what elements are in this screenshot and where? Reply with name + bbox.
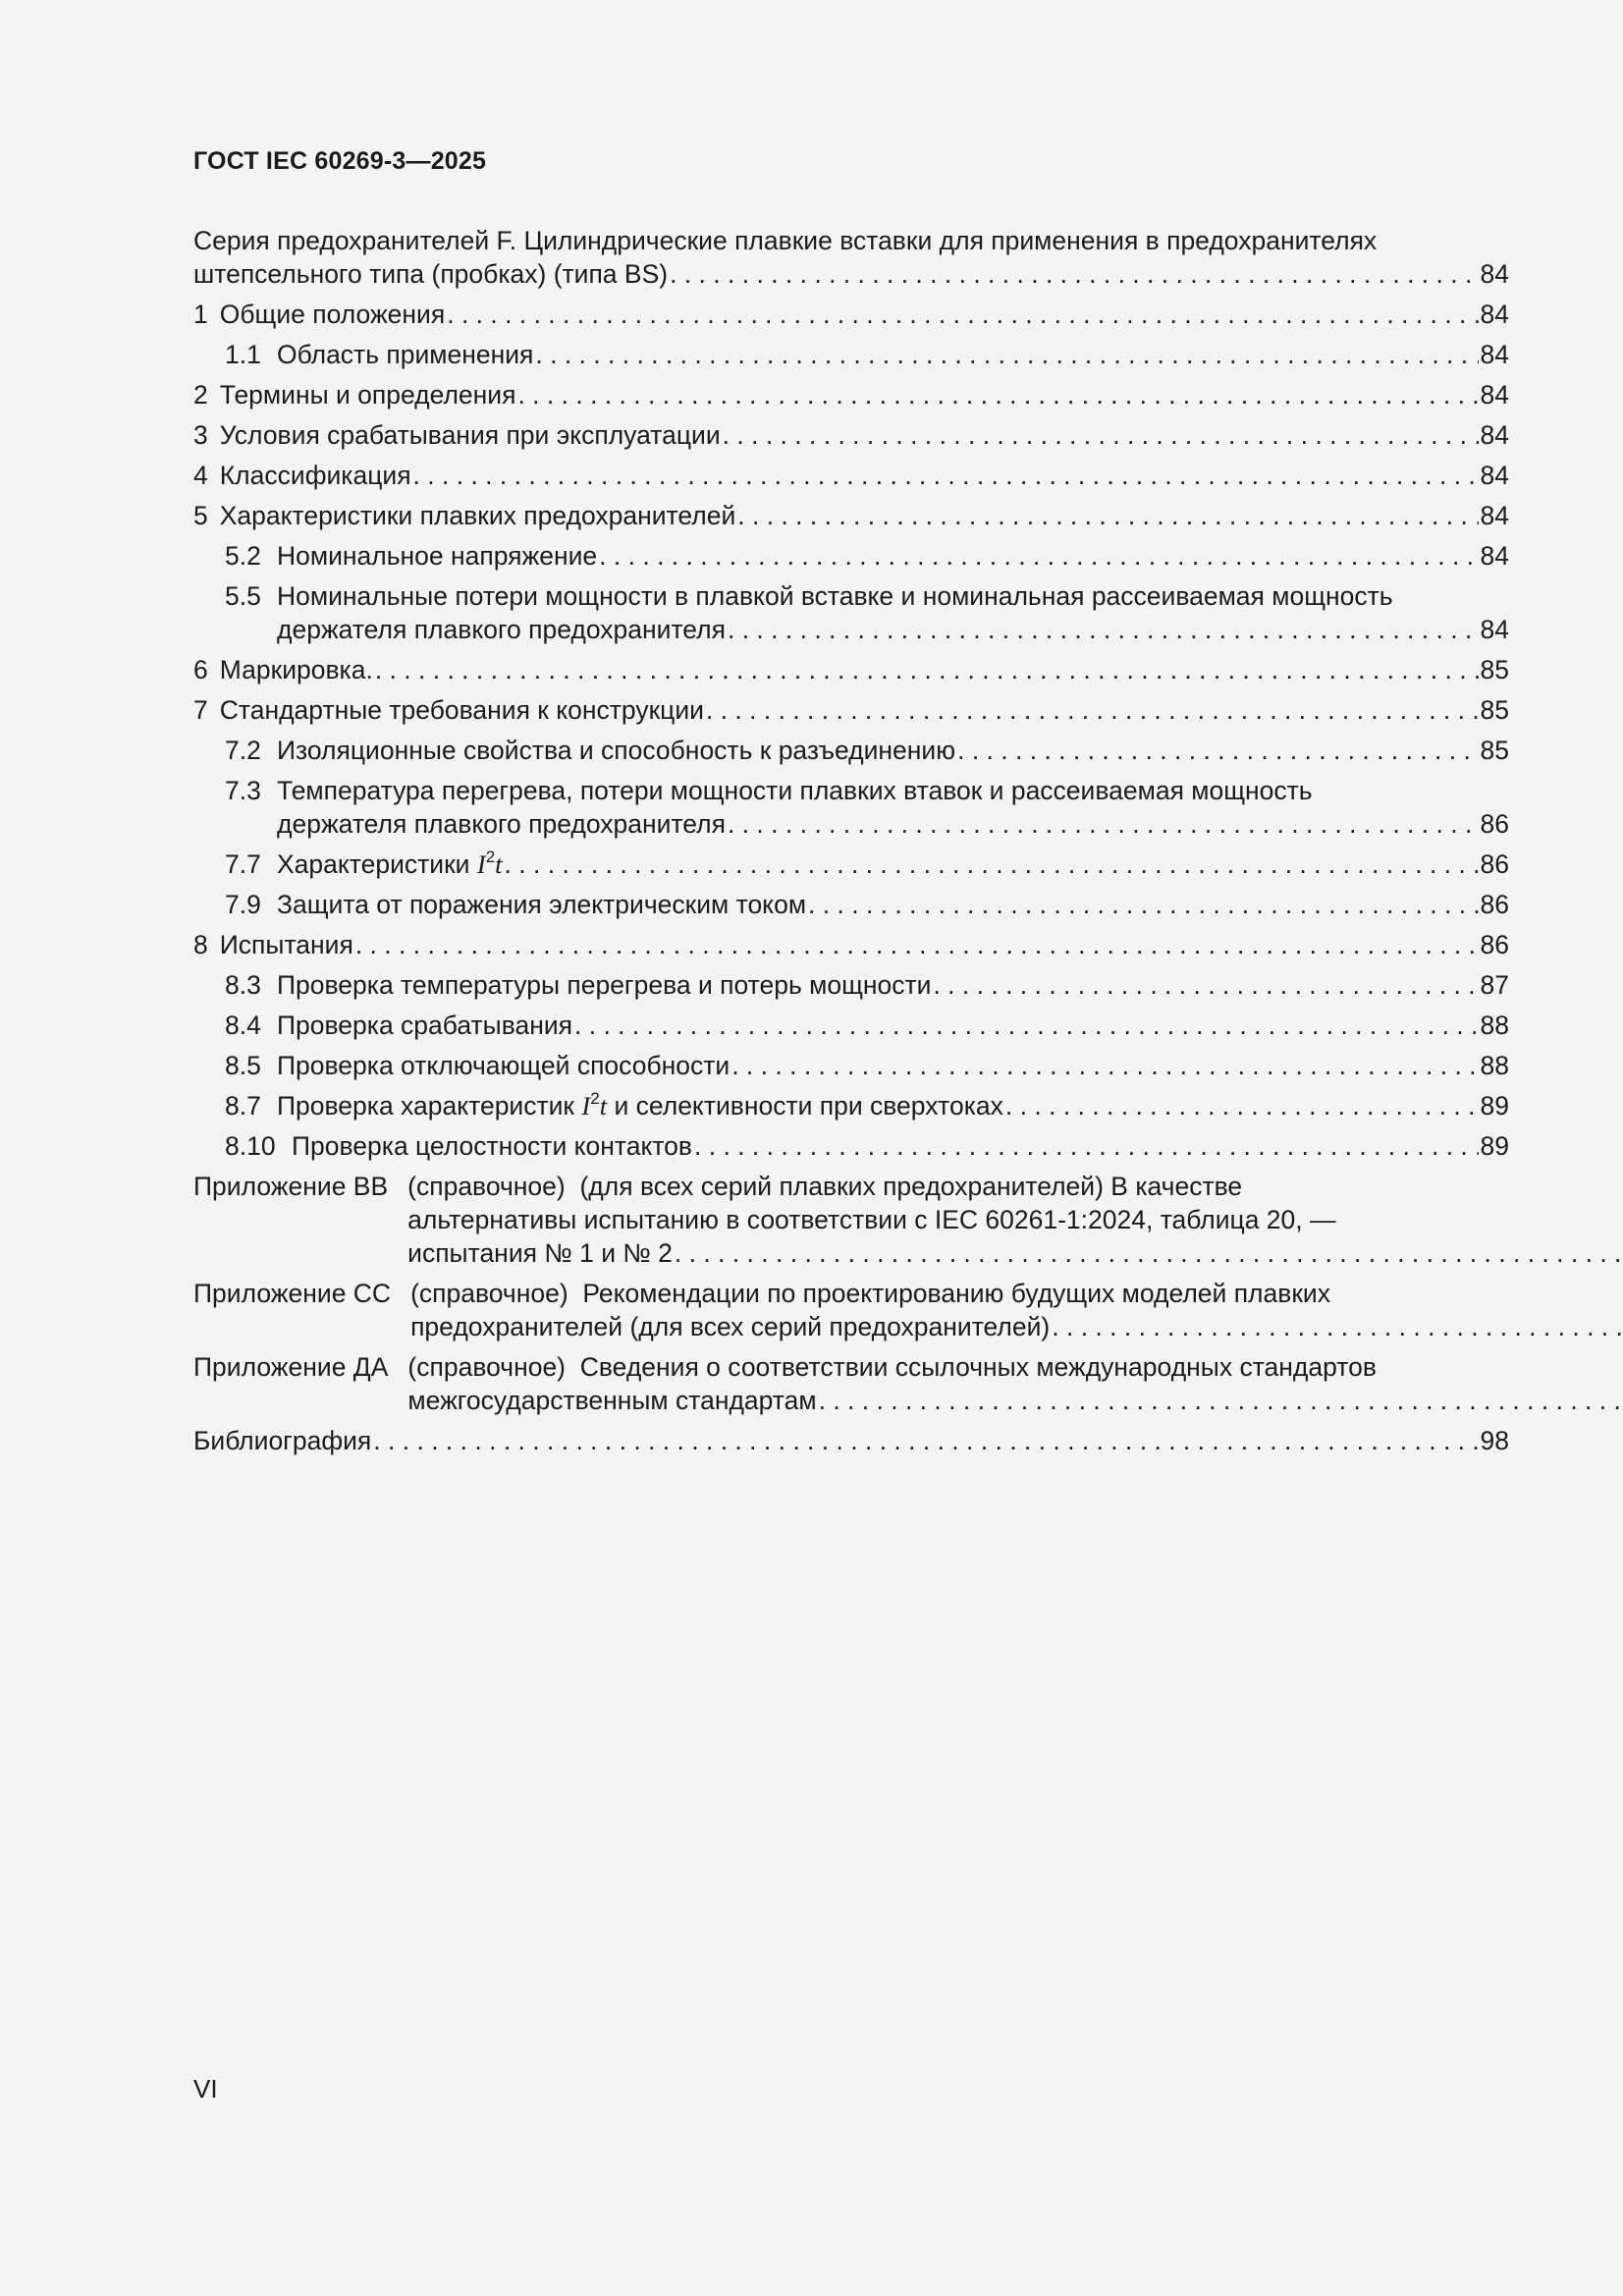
dot-leader (1052, 1310, 1623, 1343)
toc-number: 5.5 (225, 581, 261, 611)
toc-entry-title: Номинальное напряжение (277, 541, 598, 571)
toc-entry-title: Проверка характеристик (277, 1091, 575, 1121)
toc-page-number: 98 (1480, 1426, 1509, 1455)
toc-page-number: 84 (1480, 340, 1509, 369)
toc-page-number: 84 (1480, 461, 1509, 490)
toc-entry-title-cont: держателя плавкого предохранителя (277, 809, 726, 839)
dot-leader (1005, 1089, 1479, 1122)
toc-page-number: 84 (1480, 541, 1509, 571)
toc-number: 1 (193, 300, 208, 329)
document-header: ГОСТ IEC 60269-3—2025 (193, 147, 487, 175)
toc-entry-8-10[interactable] (193, 1129, 1509, 1163)
toc-entry-title: Защита от поражения электрическим током (277, 890, 807, 919)
dot-leader (599, 539, 1478, 573)
toc-entry-7-3[interactable] (193, 774, 1509, 841)
toc-number: 5.2 (225, 541, 261, 571)
toc-entry-8[interactable] (193, 928, 1509, 961)
toc-number: 7 (193, 695, 208, 725)
toc-page-number: 84 (1480, 259, 1509, 289)
appendix-tag: (справочное) (407, 1352, 567, 1382)
toc-entry-title: Условия срабатывания при эксплуатации (219, 420, 721, 450)
appendix-title-cont: альтернативы испытанию в соответствии с IEC 60261-1:2024, таблица 20, — (407, 1205, 1336, 1234)
formula-i-symbol: I (476, 849, 486, 879)
formula-t-symbol: t (599, 1091, 608, 1121)
toc-page-number: 85 (1480, 695, 1509, 725)
dot-leader (737, 499, 1478, 532)
toc-entry-title: Проверка отключающей способности (277, 1051, 730, 1080)
toc-number: 4 (193, 461, 208, 490)
dot-leader (723, 418, 1479, 452)
dot-leader (728, 613, 1479, 646)
toc-entry-title: Термины и определения (219, 380, 516, 410)
toc-number: 8.5 (225, 1051, 261, 1080)
toc-entry-title: Библиография (193, 1426, 372, 1455)
dot-leader (670, 257, 1478, 291)
toc-entry-8-4[interactable] (193, 1009, 1509, 1042)
toc-page-number: 89 (1480, 1131, 1509, 1161)
toc-entry-title: Маркировка. (219, 655, 373, 684)
toc-appendix-da[interactable] (193, 1350, 1509, 1417)
appendix-title: Сведения о соответствии ссылочных международных стандартов (579, 1352, 1377, 1382)
toc-page-number: 84 (1480, 501, 1509, 530)
toc-entry-7-7[interactable] (193, 847, 1509, 881)
toc-appendix-cc[interactable] (193, 1277, 1509, 1343)
formula-superscript: 2 (590, 1089, 600, 1108)
toc-number: 7.2 (225, 736, 261, 765)
dot-leader (706, 693, 1479, 727)
appendix-title-cont: межгосударственным стандартам (407, 1386, 817, 1415)
toc-entry-5-5[interactable] (193, 579, 1509, 646)
toc-page-number: 85 (1480, 736, 1509, 765)
dot-leader (517, 378, 1478, 411)
toc-entry-7-2[interactable] (193, 734, 1509, 767)
appendix-title-cont: испытания № 1 и № 2 (407, 1238, 673, 1268)
toc-entry-title: Серия предохранителей F. Цилиндрические плавкие вставки для применения в предохранителях (193, 226, 1378, 255)
dot-leader (505, 847, 1479, 881)
dot-leader (535, 338, 1478, 371)
toc-number: 7.7 (225, 849, 261, 879)
toc-entry-8-3[interactable] (193, 968, 1509, 1002)
toc-number: 8.10 (225, 1131, 276, 1161)
toc-page-number: 88 (1480, 1051, 1509, 1080)
toc-entry-title: Общие положения (219, 300, 446, 329)
toc-entry-title: Номинальные потери мощности в плавкой вставке и номинальная рассеиваемая мощность (277, 581, 1393, 611)
toc-bibliography[interactable] (193, 1424, 1509, 1457)
toc-number: 8 (193, 930, 208, 959)
toc-page-number: 87 (1480, 970, 1509, 1000)
toc-entry-8-7[interactable] (193, 1089, 1509, 1122)
toc-number: 3 (193, 420, 208, 450)
appendix-title-cont: предохранителей (для всех серий предохранителей) (410, 1312, 1051, 1341)
toc-entry-title: Проверка целостности контактов (292, 1131, 692, 1161)
dot-leader (731, 1049, 1478, 1082)
dot-leader (957, 734, 1478, 767)
toc-entry-title-cont: держателя плавкого предохранителя (277, 615, 726, 644)
toc-entry-title: Стандартные требования к конструкции (219, 695, 704, 725)
toc-number: 8.3 (225, 970, 261, 1000)
toc-entry-title-tail: и селективности при сверхтоках (614, 1091, 1003, 1121)
toc-page-number: 89 (1480, 1091, 1509, 1121)
toc-appendix-bb[interactable] (193, 1170, 1509, 1270)
toc-entry-title: Проверка температуры перегрева и потерь мощности (277, 970, 932, 1000)
formula-i-symbol: I (581, 1091, 591, 1121)
toc-entry-6[interactable] (193, 653, 1509, 686)
toc-entry-title: Характеристики плавких предохранителей (219, 501, 736, 530)
toc-number: 2 (193, 380, 208, 410)
toc-page-number: 85 (1480, 655, 1509, 684)
toc-page-number: 84 (1480, 300, 1509, 329)
toc-page-number: 84 (1480, 420, 1509, 450)
toc-number: 6 (193, 655, 208, 684)
dot-leader (933, 968, 1478, 1002)
toc-entry-title: Характеристики (277, 849, 470, 879)
appendix-label: Приложение ДА (193, 1352, 389, 1382)
toc-entry-1-1[interactable] (193, 338, 1509, 371)
toc-entry-5[interactable] (193, 499, 1509, 532)
toc-entry-title: Классификация (219, 461, 411, 490)
appendix-label: Приложение СС (193, 1279, 392, 1308)
dot-leader (675, 1236, 1623, 1270)
toc-entry-title: Изоляционные свойства и способность к разъединению (277, 736, 956, 765)
formula-t-symbol: t (495, 849, 503, 879)
toc-entry-3[interactable] (193, 418, 1509, 452)
toc-entry-4[interactable] (193, 459, 1509, 492)
formula-superscript: 2 (485, 847, 496, 866)
toc-number: 8.7 (225, 1091, 261, 1121)
dot-leader (694, 1129, 1479, 1163)
toc-entry-7-9[interactable] (193, 888, 1509, 921)
page-number-footer: VI (193, 2074, 218, 2104)
toc-page-number: 86 (1480, 930, 1509, 959)
dot-leader (808, 888, 1478, 921)
appendix-tag: (справочное) (410, 1279, 568, 1308)
toc-page-number: 86 (1480, 890, 1509, 919)
dot-leader (819, 1384, 1623, 1417)
toc-entry-title: Испытания (219, 930, 353, 959)
dot-leader (355, 928, 1479, 961)
toc-entry-5-2[interactable] (193, 539, 1509, 573)
dot-leader (373, 1424, 1478, 1457)
dot-leader (728, 807, 1479, 841)
toc-entry-series-f[interactable] (193, 224, 1509, 291)
appendix-tag: (справочное) (407, 1172, 566, 1201)
appendix-title: Рекомендации по проектированию будущих моделей плавких (582, 1279, 1330, 1308)
appendix-title: (для всех серий плавких предохранителей) В качестве (579, 1172, 1243, 1201)
toc-page-number: 86 (1480, 849, 1509, 879)
toc-number: 5 (193, 501, 208, 530)
toc-entry-title-cont: штепсельного типа (пробках) (типа BS) (193, 259, 669, 289)
toc-page-number: 84 (1480, 380, 1509, 410)
dot-leader (574, 1009, 1479, 1042)
toc-number: 7.9 (225, 890, 261, 919)
dot-leader (413, 459, 1479, 492)
table-of-contents (193, 224, 1509, 1464)
toc-page-number: 86 (1480, 809, 1509, 839)
toc-entry-8-5[interactable] (193, 1049, 1509, 1082)
toc-entry-1[interactable] (193, 298, 1509, 331)
toc-entry-7[interactable] (193, 693, 1509, 727)
toc-number: 1.1 (225, 340, 261, 369)
toc-number: 7.3 (225, 776, 261, 805)
toc-page-number: 88 (1480, 1011, 1509, 1040)
appendix-label: Приложение ВВ (193, 1172, 389, 1201)
toc-entry-title: Проверка срабатывания (277, 1011, 572, 1040)
toc-page-number: 84 (1480, 615, 1509, 644)
toc-entry-title: Область применения (277, 340, 534, 369)
toc-entry-title: Температура перегрева, потери мощности плавких втавок и рассеиваемая мощность (277, 776, 1313, 805)
toc-entry-2[interactable] (193, 378, 1509, 411)
dot-leader (375, 653, 1479, 686)
toc-number: 8.4 (225, 1011, 261, 1040)
dot-leader (447, 298, 1478, 331)
